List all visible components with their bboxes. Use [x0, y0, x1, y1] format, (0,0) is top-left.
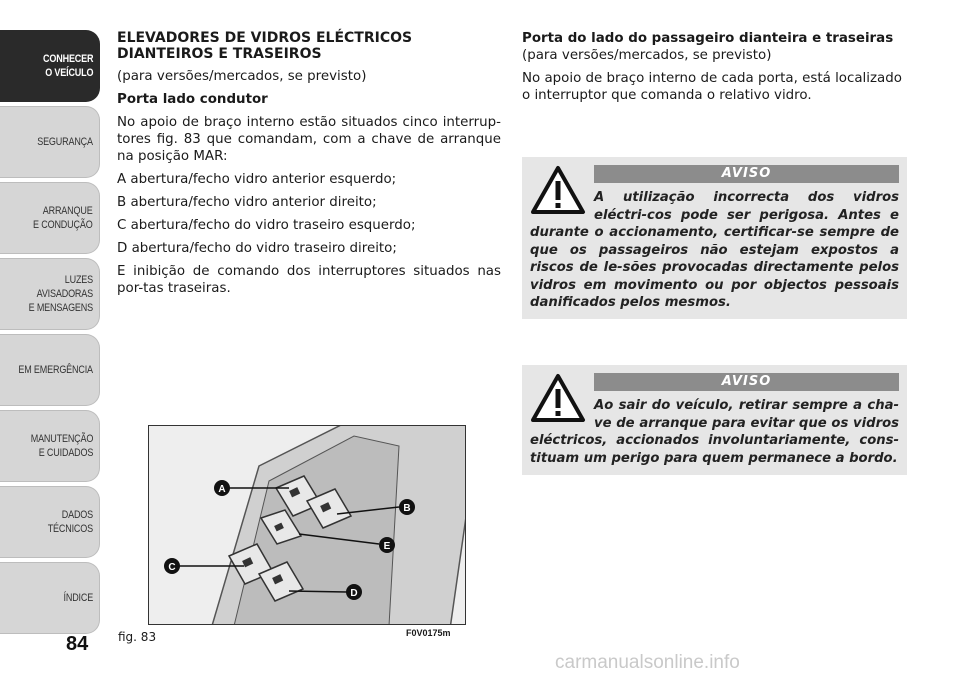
callout-label: E: [383, 541, 391, 552]
callout-e: [379, 537, 395, 553]
list-item: D abertura/fecho do vidro traseiro direito;: [117, 241, 397, 256]
window-switch-figure: [148, 425, 466, 625]
tab-label: MANUTENÇÃO E CUIDADOS: [30, 433, 93, 459]
passenger-subtitle: (para versões/mercados, se previsto): [522, 48, 772, 63]
driver-door-heading: Porta lado condutor: [117, 92, 268, 107]
list-item: A abertura/fecho vidro anterior esquerdo;: [117, 172, 397, 187]
tab-label: ARRANQUE E CONDUÇÃO: [33, 205, 93, 231]
switch-panel-illustration: [149, 426, 466, 625]
tab-conhecer-o-veiculo[interactable]: [0, 30, 100, 102]
warning-triangle-icon: [530, 165, 586, 215]
list-item: B abertura/fecho vidro anterior direito;: [117, 195, 377, 210]
tab-label: SEGURANÇA: [37, 136, 93, 148]
page-number: 84: [66, 633, 89, 655]
figure-caption: fig. 83: [118, 630, 157, 644]
callout-label: A: [218, 484, 226, 495]
tab-luzes-avisadoras[interactable]: [0, 258, 100, 330]
tab-label: EM EMERGÊNCIA: [18, 364, 93, 376]
watermark-text: carmanualsonline.info: [555, 652, 740, 673]
tab-dados-tecnicos[interactable]: [0, 486, 100, 558]
figure-code: F0V0175m: [406, 628, 451, 638]
passenger-paragraph: No apoio de braço interno de cada porta, está localizado o interruptor que comanda o relativo vidro.: [522, 71, 902, 103]
tab-label: ÍNDICE: [63, 592, 93, 604]
callout-a: [214, 480, 230, 496]
list-item: C abertura/fecho do vidro traseiro esquerdo;: [117, 218, 416, 233]
callout-d: [346, 584, 362, 600]
section-subtitle: (para versões/mercados, se previsto): [117, 69, 367, 84]
intro-paragraph: No apoio de braço interno estão situados cinco interrup-tores fig. 83 que comandam, com a chave de arranque na posição MAR:: [117, 115, 501, 164]
aviso-label: AVISO: [594, 165, 899, 183]
callout-label: B: [403, 503, 411, 514]
tab-label: DADOS TÉCNICOS: [47, 509, 93, 535]
tab-indice[interactable]: [0, 562, 100, 634]
tab-seguranca[interactable]: [0, 106, 100, 178]
left-column: [117, 30, 501, 303]
warning-text: A utilização incorrecta dos vidros eléctri-cos pode ser perigosa. Antes e durante o accionamento, certificar-se sempre de que os passageiros não estejam expostos a riscos de le-sões provocadas directamente pelos vidros em movimento ou por objectos pessoais danificados pelos mesmos.: [530, 190, 899, 310]
aviso-label: AVISO: [594, 373, 899, 391]
callout-c: [164, 558, 180, 574]
tab-arranque[interactable]: [0, 182, 100, 254]
warning-box: [522, 365, 907, 475]
callout-b: [399, 499, 415, 515]
list-item: E inibição de comando dos interruptores situados nas por-tas traseiras.: [117, 264, 501, 296]
warning-box: [522, 157, 907, 319]
right-column: [522, 30, 907, 110]
tab-label: CONHECER O VEÍCULO: [42, 53, 93, 79]
warning-text: Ao sair do veículo, retirar sempre a cha-ve de arranque para evitar que os vidros eléctricos, accionados involuntariamente, cons-tituam um perigo para quem permanece a bordo.: [530, 398, 899, 466]
tab-manutencao[interactable]: [0, 410, 100, 482]
callout-label: D: [350, 588, 358, 599]
tab-label: LUZES AVISADORAS E MENSAGENS: [28, 274, 93, 314]
section-title: ELEVADORES DE VIDROS ELÉCTRICOS DIANTEIROS E TRASEIROS: [117, 30, 413, 62]
warning-triangle-icon: [530, 373, 586, 423]
callout-label: C: [168, 562, 176, 573]
tab-em-emergencia[interactable]: [0, 334, 100, 406]
passenger-door-heading: Porta do lado do passageiro dianteira e traseiras: [522, 31, 894, 46]
